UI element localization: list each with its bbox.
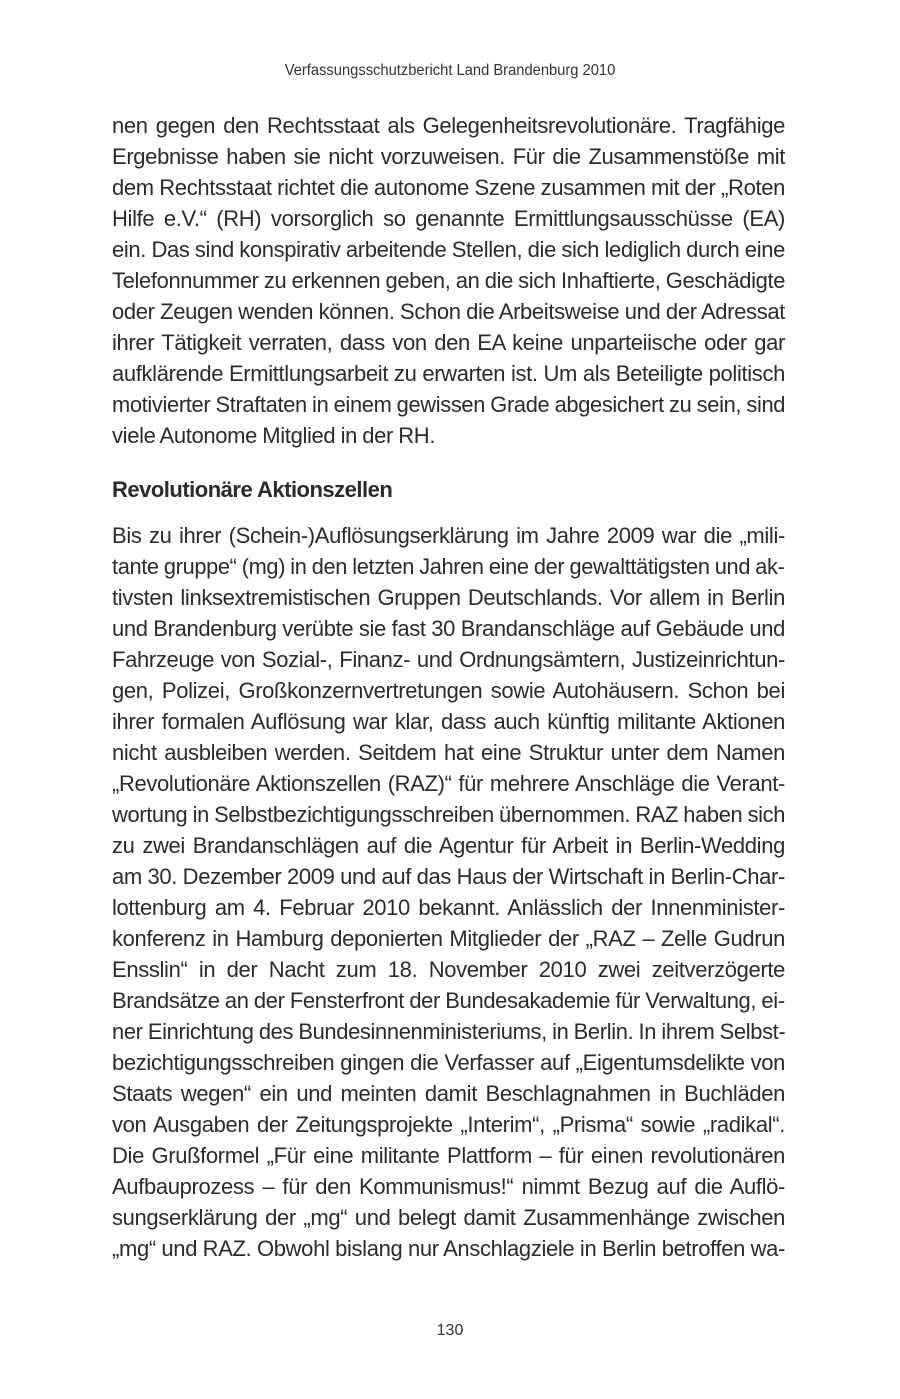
text-line: konferenz in Hamburg deponierten Mitglieder der „RAZ – Zelle Gudrun: [112, 926, 785, 951]
text-line: gen, Polizei, Großkonzernvertretungen sowie Autohäusern. Schon bei: [112, 678, 785, 703]
paragraph-2: [112, 520, 785, 1264]
text-line: tante gruppe“ (mg) in den letzten Jahren eine der gewalttätigsten und ak-: [112, 554, 785, 579]
text-line: Ergebnisse haben sie nicht vorzuweisen. Für die Zusammenstöße mit: [112, 144, 785, 169]
text-line: „mg“ und RAZ. Obwohl bislang nur Anschlagziele in Berlin betroffen wa-: [112, 1236, 785, 1261]
text-line: nen gegen den Rechtsstaat als Gelegenheitsrevolutionäre. Tragfähige: [112, 113, 785, 138]
text-line: „Revolutionäre Aktionszellen (RAZ)“ für mehrere Anschläge die Verant-: [112, 771, 785, 796]
page-number: 130: [436, 1322, 464, 1339]
running-header: Verfassungsschutzbericht Land Brandenburg 2010: [284, 62, 616, 79]
text-line: Die Grußformel „Für eine militante Plattform – für einen revolutionären: [112, 1143, 785, 1168]
text-line: viele Autonome Mitglied in der RH.: [112, 423, 436, 448]
text-line: sungserklärung der „mg“ und belegt damit Zusammenhänge zwischen: [112, 1205, 785, 1230]
text-line: wortung in Selbstbezichtigungsschreiben übernommen. RAZ haben sich: [112, 802, 786, 827]
paragraph-1: [112, 110, 785, 451]
text-line: und Brandenburg verübte sie fast 30 Brandanschläge auf Gebäude und: [112, 616, 785, 641]
text-line: ner Einrichtung des Bundesinnenministeriums, in Berlin. In ihrem Selbst-: [112, 1019, 786, 1044]
text-line: ihrer formalen Auflösung war klar, dass auch künftig militante Aktionen: [112, 709, 785, 734]
text-line: Telefonnummer zu erkennen geben, an die sich Inhaftierte, Geschädigte: [112, 268, 786, 293]
text-line: Brandsätze an der Fensterfront der Bundesakademie für Verwaltung, ei-: [112, 988, 785, 1013]
text-line: Aufbauprozess – für den Kommunismus!“ nimmt Bezug auf die Auflö-: [112, 1174, 785, 1199]
text-line: Staats wegen“ ein und meinten damit Beschlagnahmen in Buchläden: [112, 1081, 785, 1106]
text-line: aufklärende Ermittlungsarbeit zu erwarten ist. Um als Beteiligte politisch: [112, 361, 785, 386]
text-line: zu zwei Brandanschlägen auf die Agentur für Arbeit in Berlin-Wedding: [112, 833, 785, 858]
text-line: von Ausgaben der Zeitungsprojekte „Interim“, „Prisma“ sowie „radikal“.: [112, 1112, 785, 1137]
text-line: oder Zeugen wenden können. Schon die Arbeitsweise und der Adressat: [112, 299, 785, 324]
text-line: bezichtigungsschreiben gingen die Verfasser auf „Eigentumsdelikte von: [112, 1050, 785, 1075]
text-line: Ensslin“ in der Nacht zum 18. November 2010 zwei zeitverzögerte: [112, 957, 785, 982]
text-line: am 30. Dezember 2009 und auf das Haus der Wirtschaft in Berlin-Char-: [112, 864, 785, 889]
text-line: tivsten linksextremistischen Gruppen Deutschlands. Vor allem in Berlin: [112, 585, 785, 610]
section-heading: Revolutionäre Aktionszellen: [112, 477, 393, 502]
text-line: ein. Das sind konspirativ arbeitende Stellen, die sich lediglich durch eine: [112, 237, 785, 262]
text-line: ihrer Tätigkeit verraten, dass von den EA keine unparteiische oder gar: [112, 330, 785, 355]
text-line: lottenburg am 4. Februar 2010 bekannt. Anlässlich der Innenminister-: [112, 895, 785, 920]
text-line: Bis zu ihrer (Schein-)Auflösungserklärung im Jahre 2009 war die „mili-: [112, 523, 785, 548]
text-line: nicht ausbleiben werden. Seitdem hat eine Struktur unter dem Namen: [112, 740, 785, 765]
text-line: motivierter Straftaten in einem gewissen Grade abgesichert zu sein, sind: [112, 392, 786, 417]
text-line: dem Rechtsstaat richtet die autonome Szene zusammen mit der „Roten: [112, 175, 785, 200]
text-line: Fahrzeuge von Sozial-, Finanz- und Ordnungsämtern, Justizeinrichtun-: [112, 647, 785, 672]
text-line: Hilfe e.V.“ (RH) vorsorglich so genannte Ermittlungsausschüsse (EA): [112, 206, 785, 231]
